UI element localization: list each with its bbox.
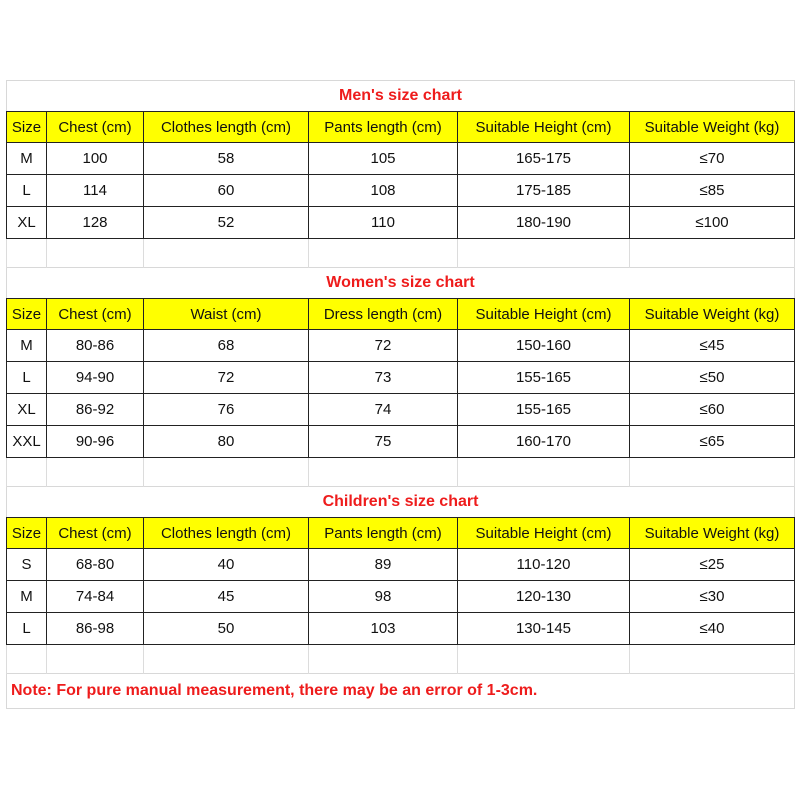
- women-title-row: [7, 268, 795, 299]
- spacer-row: [7, 645, 795, 674]
- table-row: [7, 362, 795, 394]
- header-cell: Suitable Weight (kg): [630, 299, 795, 330]
- header-cell: Size: [7, 299, 47, 330]
- table-row: [7, 143, 795, 175]
- table-cell: ≤100: [630, 207, 795, 239]
- note-row: [7, 674, 795, 709]
- table-cell: 52: [144, 207, 309, 239]
- size-cell: M: [7, 330, 47, 362]
- table-row: [7, 330, 795, 362]
- table-cell: 45: [144, 581, 309, 613]
- header-cell: Suitable Weight (kg): [630, 518, 795, 549]
- table-cell: 80-86: [47, 330, 144, 362]
- header-cell: Suitable Height (cm): [458, 112, 630, 143]
- table-cell: 40: [144, 549, 309, 581]
- table-cell: ≤50: [630, 362, 795, 394]
- table-row: [7, 394, 795, 426]
- size-cell: XXL: [7, 426, 47, 458]
- table-cell: 76: [144, 394, 309, 426]
- header-cell: Dress length (cm): [309, 299, 458, 330]
- table-cell: ≤45: [630, 330, 795, 362]
- size-cell: L: [7, 613, 47, 645]
- table-cell: ≤85: [630, 175, 795, 207]
- header-cell: Suitable Weight (kg): [630, 112, 795, 143]
- table-cell: 180-190: [458, 207, 630, 239]
- table-cell: 155-165: [458, 362, 630, 394]
- header-cell: Size: [7, 518, 47, 549]
- header-cell: Waist (cm): [144, 299, 309, 330]
- men-title-row: [7, 81, 795, 112]
- table-cell: 74: [309, 394, 458, 426]
- table-row: [7, 207, 795, 239]
- table-cell: 130-145: [458, 613, 630, 645]
- table-cell: 75: [309, 426, 458, 458]
- header-cell: Suitable Height (cm): [458, 299, 630, 330]
- women-header-row: [7, 299, 795, 330]
- table-cell: 60: [144, 175, 309, 207]
- spacer-row: [7, 239, 795, 268]
- size-cell: M: [7, 143, 47, 175]
- table-cell: 80: [144, 426, 309, 458]
- table-cell: 110-120: [458, 549, 630, 581]
- table-cell: 175-185: [458, 175, 630, 207]
- table-row: [7, 581, 795, 613]
- table-cell: 90-96: [47, 426, 144, 458]
- header-cell: Pants length (cm): [309, 112, 458, 143]
- table-cell: ≤60: [630, 394, 795, 426]
- size-cell: L: [7, 362, 47, 394]
- table-cell: 100: [47, 143, 144, 175]
- table-cell: 108: [309, 175, 458, 207]
- table-cell: 68-80: [47, 549, 144, 581]
- table-cell: 72: [309, 330, 458, 362]
- table-cell: ≤40: [630, 613, 795, 645]
- table-cell: 105: [309, 143, 458, 175]
- table-cell: 73: [309, 362, 458, 394]
- header-cell: Clothes length (cm): [144, 518, 309, 549]
- header-cell: Suitable Height (cm): [458, 518, 630, 549]
- table-cell: ≤65: [630, 426, 795, 458]
- size-chart-table: [6, 80, 795, 709]
- table-cell: 114: [47, 175, 144, 207]
- header-cell: Chest (cm): [47, 299, 144, 330]
- table-cell: 155-165: [458, 394, 630, 426]
- header-cell: Chest (cm): [47, 112, 144, 143]
- table-cell: 128: [47, 207, 144, 239]
- table-cell: 165-175: [458, 143, 630, 175]
- children-header-row: [7, 518, 795, 549]
- children-chart-title: Children's size chart: [7, 487, 795, 518]
- table-cell: ≤30: [630, 581, 795, 613]
- size-cell: L: [7, 175, 47, 207]
- table-cell: ≤25: [630, 549, 795, 581]
- header-cell: Chest (cm): [47, 518, 144, 549]
- measurement-note: Note: For pure manual measurement, there may be an error of 1-3cm.: [7, 674, 795, 709]
- table-row: [7, 549, 795, 581]
- size-cell: XL: [7, 207, 47, 239]
- table-row: [7, 175, 795, 207]
- header-cell: Clothes length (cm): [144, 112, 309, 143]
- table-cell: ≤70: [630, 143, 795, 175]
- table-cell: 74-84: [47, 581, 144, 613]
- table-cell: 68: [144, 330, 309, 362]
- table-cell: 89: [309, 549, 458, 581]
- table-cell: 72: [144, 362, 309, 394]
- size-cell: M: [7, 581, 47, 613]
- children-title-row: [7, 487, 795, 518]
- men-header-row: [7, 112, 795, 143]
- table-cell: 86-92: [47, 394, 144, 426]
- size-chart-sheet: [6, 80, 794, 709]
- table-cell: 110: [309, 207, 458, 239]
- table-row: [7, 426, 795, 458]
- table-cell: 103: [309, 613, 458, 645]
- table-cell: 50: [144, 613, 309, 645]
- table-cell: 160-170: [458, 426, 630, 458]
- header-cell: Size: [7, 112, 47, 143]
- table-cell: 94-90: [47, 362, 144, 394]
- size-chart-body: [7, 81, 795, 709]
- table-cell: 86-98: [47, 613, 144, 645]
- table-cell: 58: [144, 143, 309, 175]
- table-cell: 120-130: [458, 581, 630, 613]
- header-cell: Pants length (cm): [309, 518, 458, 549]
- size-cell: S: [7, 549, 47, 581]
- men-chart-title: Men's size chart: [7, 81, 795, 112]
- table-cell: 98: [309, 581, 458, 613]
- table-row: [7, 613, 795, 645]
- spacer-row: [7, 458, 795, 487]
- size-cell: XL: [7, 394, 47, 426]
- women-chart-title: Women's size chart: [7, 268, 795, 299]
- table-cell: 150-160: [458, 330, 630, 362]
